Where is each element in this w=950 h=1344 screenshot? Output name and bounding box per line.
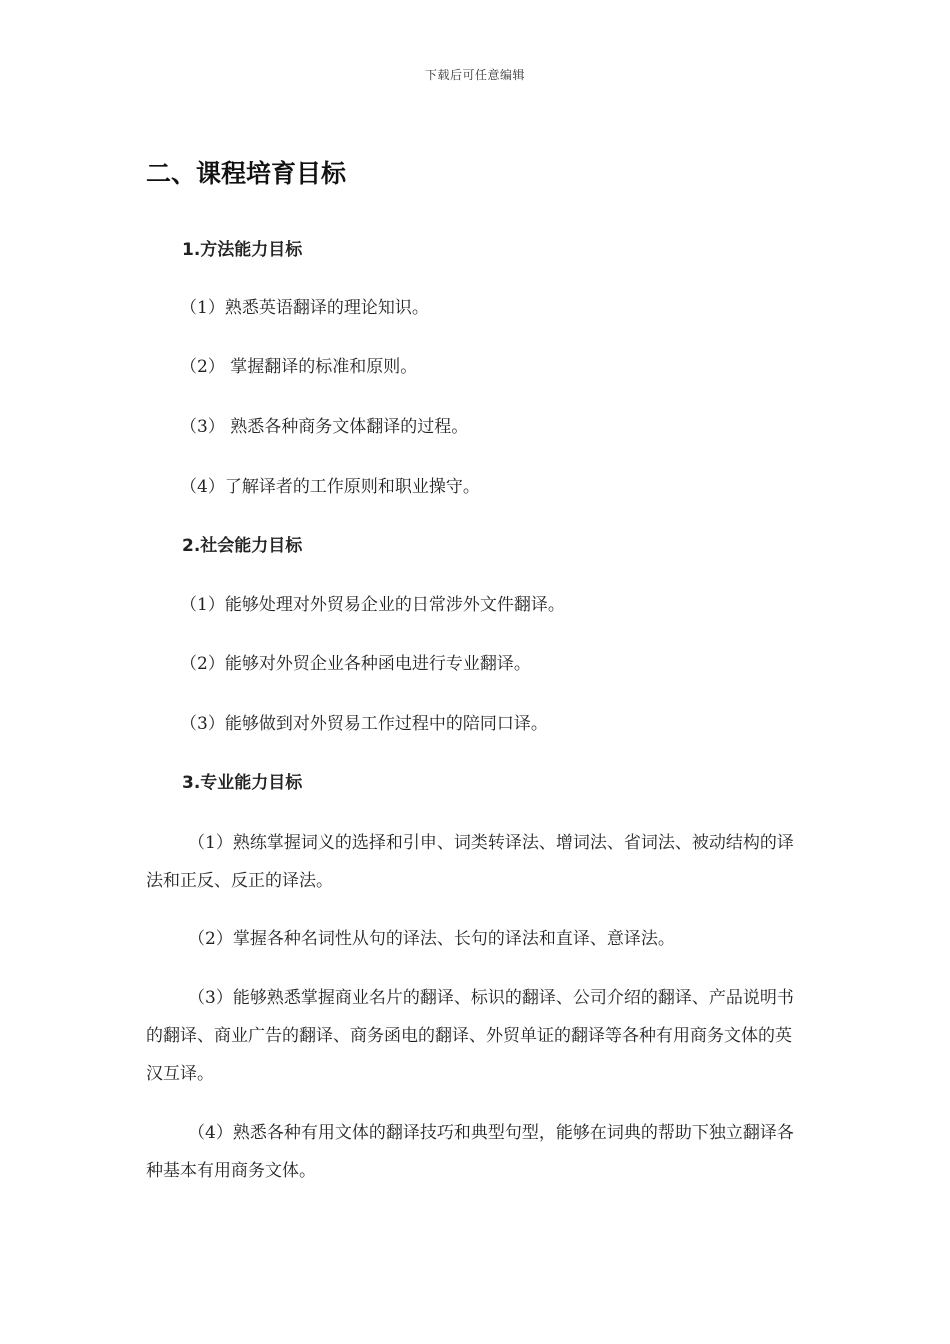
- section-title: 二、课程培育目标: [146, 159, 347, 188]
- paragraph: （4）熟悉各种有用文体的翻译技巧和典型句型，能够在词典的帮助下独立翻译各种基本有用商务文体。: [146, 1123, 794, 1181]
- list-item: （2）能够对外贸企业各种函电进行专业翻译。: [180, 654, 531, 674]
- list-item: （2） 掌握翻译的标准和原则。: [180, 357, 418, 377]
- group-heading-method: 1.方法能力目标: [182, 240, 303, 260]
- group-heading-social: 2.社会能力目标: [182, 536, 303, 556]
- paragraph: （1）熟练掌握词义的选择和引申、词类转译法、增词法、省词法、被动结构的译法和正反、反正的译法。: [146, 833, 794, 891]
- list-item: （1）熟悉英语翻译的理论知识。: [180, 298, 429, 318]
- group-heading-professional: 3.专业能力目标: [182, 773, 303, 793]
- list-item: （3） 熟悉各种商务文体翻译的过程。: [180, 417, 469, 437]
- paragraph: （2）掌握各种名词性从句的译法、长句的译法和直译、意译法。: [188, 929, 675, 949]
- page-header: 下载后可任意编辑: [424, 68, 525, 82]
- list-item: （3）能够做到对外贸易工作过程中的陪同口译。: [180, 714, 548, 734]
- list-item: （4）了解译者的工作原则和职业操守。: [180, 477, 480, 497]
- paragraph: （3）能够熟悉掌握商业名片的翻译、标识的翻译、公司介绍的翻译、产品说明书的翻译、商业广告的翻译、商务函电的翻译、外贸单证的翻译等各种有用商务文体的英汉互译。: [146, 988, 794, 1084]
- list-item: （1）能够处理对外贸易企业的日常涉外文件翻译。: [180, 595, 565, 615]
